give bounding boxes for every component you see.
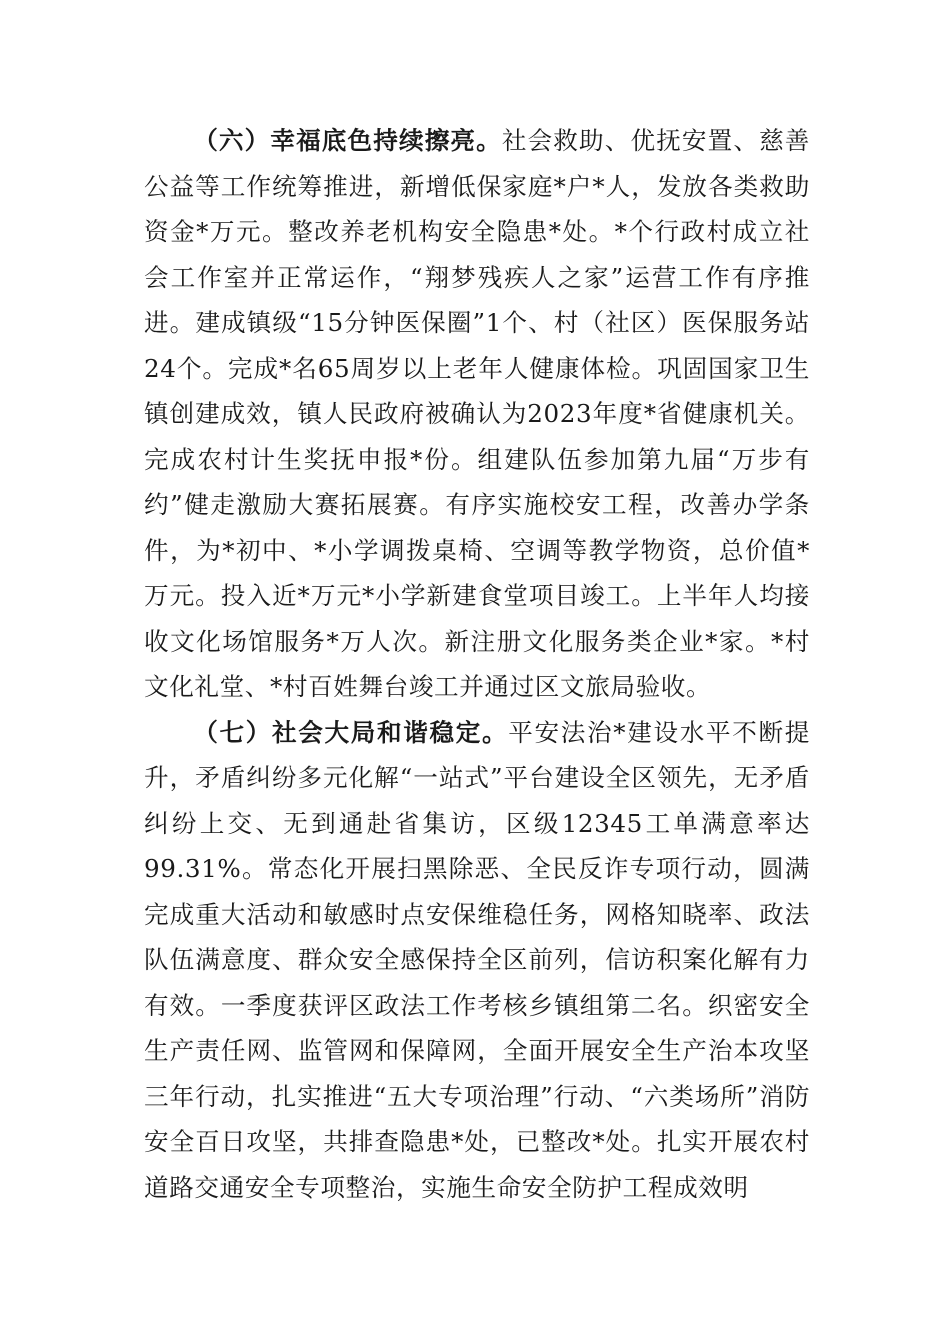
paragraph-section-7 <box>144 710 810 1211</box>
section-body-7: 平安法治*建设水平不断提升，矛盾纠纷多元化解“一站式”平台建设全区领先，无矛盾纠纷上交、无到通赴省集访，区级12345工单满意率达99.31%。常态化开展扫黑除恶、全民反诈专项行动，圆满完成重大活动和敏感时点安保维稳任务，网格知晓率、政法队伍满意度、群众安全感保持全区前列，信访积案化解有力有效。一季度获评区政法工作考核乡镇组第二名。织密安全生产责任网、监管网和保障网，全面开展安全生产治本攻坚三年行动，扎实推进“五大专项治理”行动、“六类场所”消防安全百日攻坚，共排查隐患*处，已整改*处。扎实开展农村道路交通安全专项整治，实施生命安全防护工程成效明 <box>144 717 811 1202</box>
section-heading-7: （七）社会大局和谐稳定。 <box>193 717 509 747</box>
paragraph-section-6 <box>144 118 810 710</box>
section-body-6: 社会救助、优抚安置、慈善公益等工作统筹推进，新增低保家庭*户*人，发放各类救助资金*万元。整改养老机构安全隐患*处。*个行政村成立社会工作室并正常运作，“翔梦残疾人之家”运营工作有序推进。建成镇级“15分钟医保圈”1个、村（社区）医保服务站24个。完成*名65周岁以上老年人健康体检。巩固国家卫生镇创建成效，镇人民政府被确认为2023年度*省健康机关。完成农村计生奖抚申报*份。组建队伍参加第九届“万步有约”健走激励大赛拓展赛。有序实施校安工程，改善办学条件，为*初中、*小学调拨桌椅、空调等教学物资，总价值*万元。投入近*万元*小学新建食堂项目竣工。上半年人均接收文化场馆服务*万人次。新注册文化服务类企业*家。*村文化礼堂、*村百姓舞台竣工并通过区文旅局验收。 <box>144 126 810 701</box>
section-heading-6: （六）幸福底色持续擦亮。 <box>193 126 502 155</box>
document-body <box>144 118 810 1210</box>
